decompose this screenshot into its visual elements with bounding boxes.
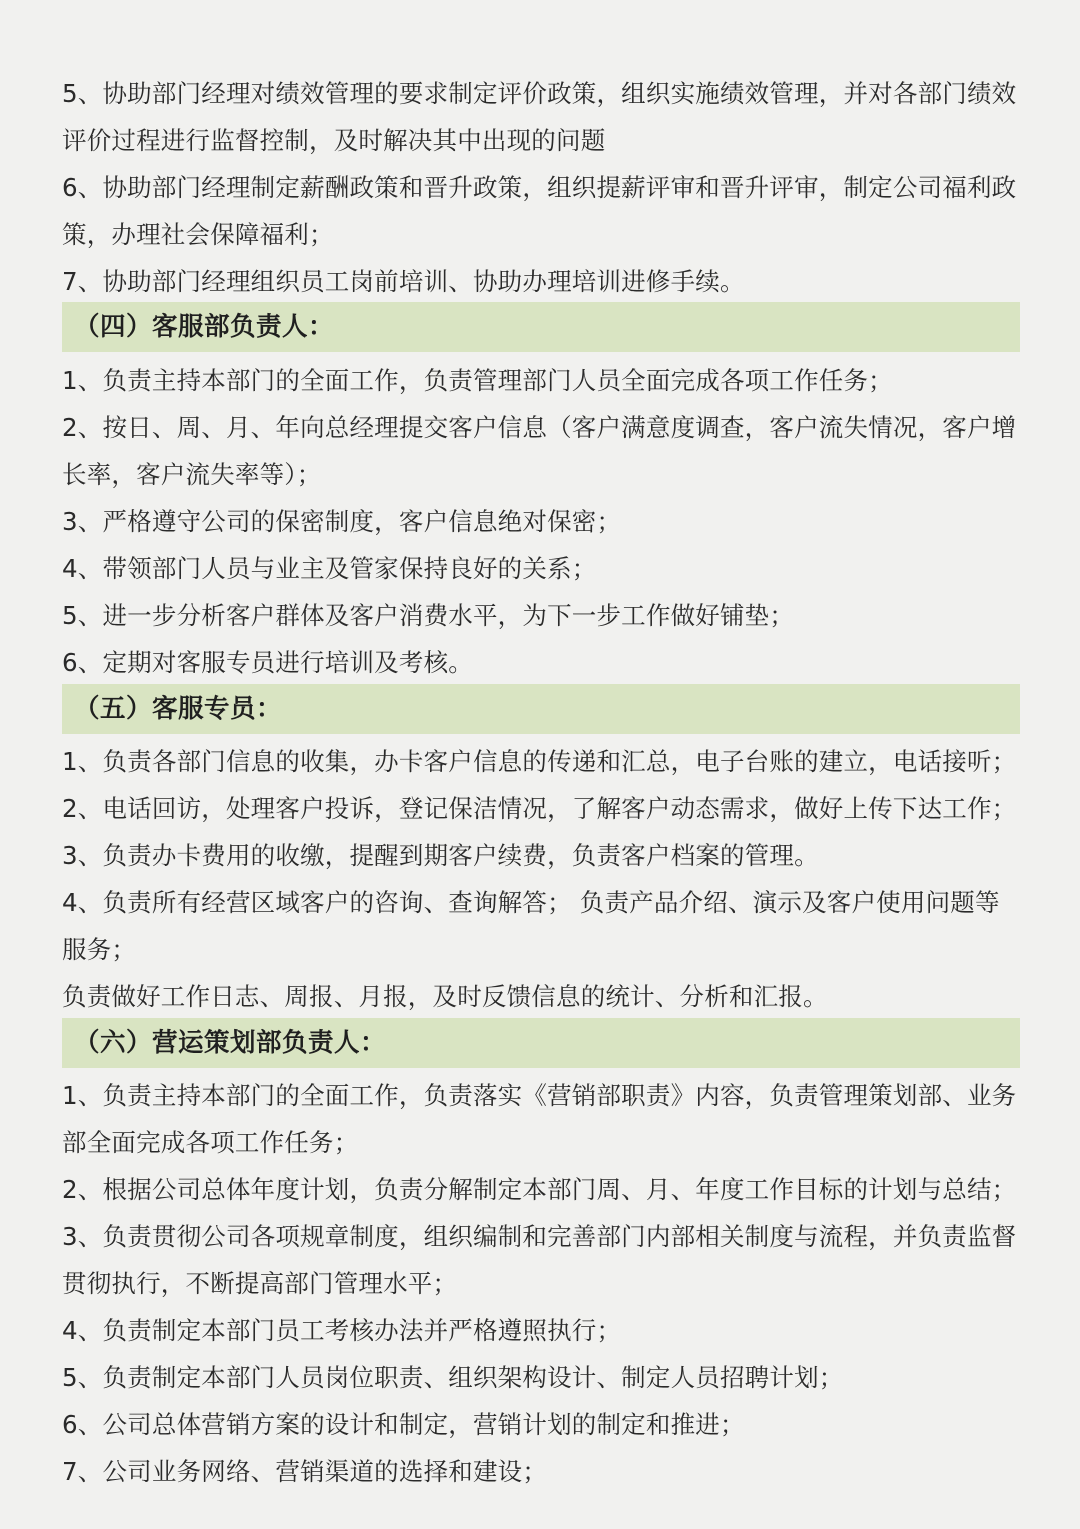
list-item: 6、公司总体营销方案的设计和制定，营销计划的制定和推进； bbox=[62, 1410, 745, 1439]
list-item: 1、负责各部门信息的收集，办卡客户信息的传递和汇总，电子台账的建立，电话接听； bbox=[62, 747, 1017, 776]
section-heading: （五）客服专员： bbox=[74, 694, 283, 724]
list-item: 3、严格遵守公司的保密制度，客户信息绝对保密； bbox=[62, 507, 622, 536]
list-item: 2、按日、周、月、年向总经理提交客户信息（客户满意度调查，客户流失情况，客户增长率，客户流失率等）； bbox=[62, 413, 1017, 489]
list-item: 5、负责制定本部门人员岗位职责、组织架构设计、制定人员招聘计划； bbox=[62, 1363, 844, 1392]
list-item: 7、公司业务网络、营销渠道的选择和建设； bbox=[62, 1457, 548, 1486]
list-item: 1、负责主持本部门的全面工作，负责管理部门人员全面完成各项工作任务； bbox=[62, 366, 893, 395]
list-item: 6、协助部门经理制定薪酬政策和晋升政策，组织提薪评审和晋升评审，制定公司福利政策，办理社会保障福利； bbox=[62, 173, 1017, 249]
list-item: 4、负责所有经营区域客户的咨询、查询解答； 负责产品介绍、演示及客户使用问题等服务； bbox=[62, 888, 1000, 964]
list-item: 1、负责主持本部门的全面工作，负责落实《营销部职责》内容，负责管理策划部、业务部全面完成各项工作任务； bbox=[62, 1081, 1017, 1157]
list-item: 4、带领部门人员与业主及管家保持良好的关系； bbox=[62, 554, 597, 583]
section-heading: （四）客服部负责人： bbox=[74, 312, 335, 342]
list-item: 3、负责办卡费用的收缴，提醒到期客户续费，负责客户档案的管理。 bbox=[62, 841, 819, 870]
list-item: 3、负责贯彻公司各项规章制度，组织编制和完善部门内部相关制度与流程，并负责监督贯彻执行，不断提高部门管理水平； bbox=[62, 1222, 1017, 1298]
list-item: 4、负责制定本部门员工考核办法并严格遵照执行； bbox=[62, 1316, 622, 1345]
list-item: 7、协助部门经理组织员工岗前培训、协助办理培训进修手续。 bbox=[62, 267, 745, 296]
list-item: 6、定期对客服专员进行培训及考核。 bbox=[62, 648, 473, 677]
list-item: 5、进一步分析客户群体及客户消费水平，为下一步工作做好铺垫； bbox=[62, 601, 795, 630]
list-item: 负责做好工作日志、周报、月报，及时反馈信息的统计、分析和汇报。 bbox=[62, 982, 828, 1011]
section-heading: （六）营运策划部负责人： bbox=[74, 1028, 387, 1058]
list-item: 2、电话回访，处理客户投诉，登记保洁情况，了解客户动态需求，做好上传下达工作； bbox=[62, 794, 1017, 823]
list-item: 2、根据公司总体年度计划，负责分解制定本部门周、月、年度工作目标的计划与总结； bbox=[62, 1175, 1017, 1204]
list-item: 5、协助部门经理对绩效管理的要求制定评价政策，组织实施绩效管理，并对各部门绩效评价过程进行监督控制，及时解决其中出现的问题 bbox=[62, 79, 1017, 155]
